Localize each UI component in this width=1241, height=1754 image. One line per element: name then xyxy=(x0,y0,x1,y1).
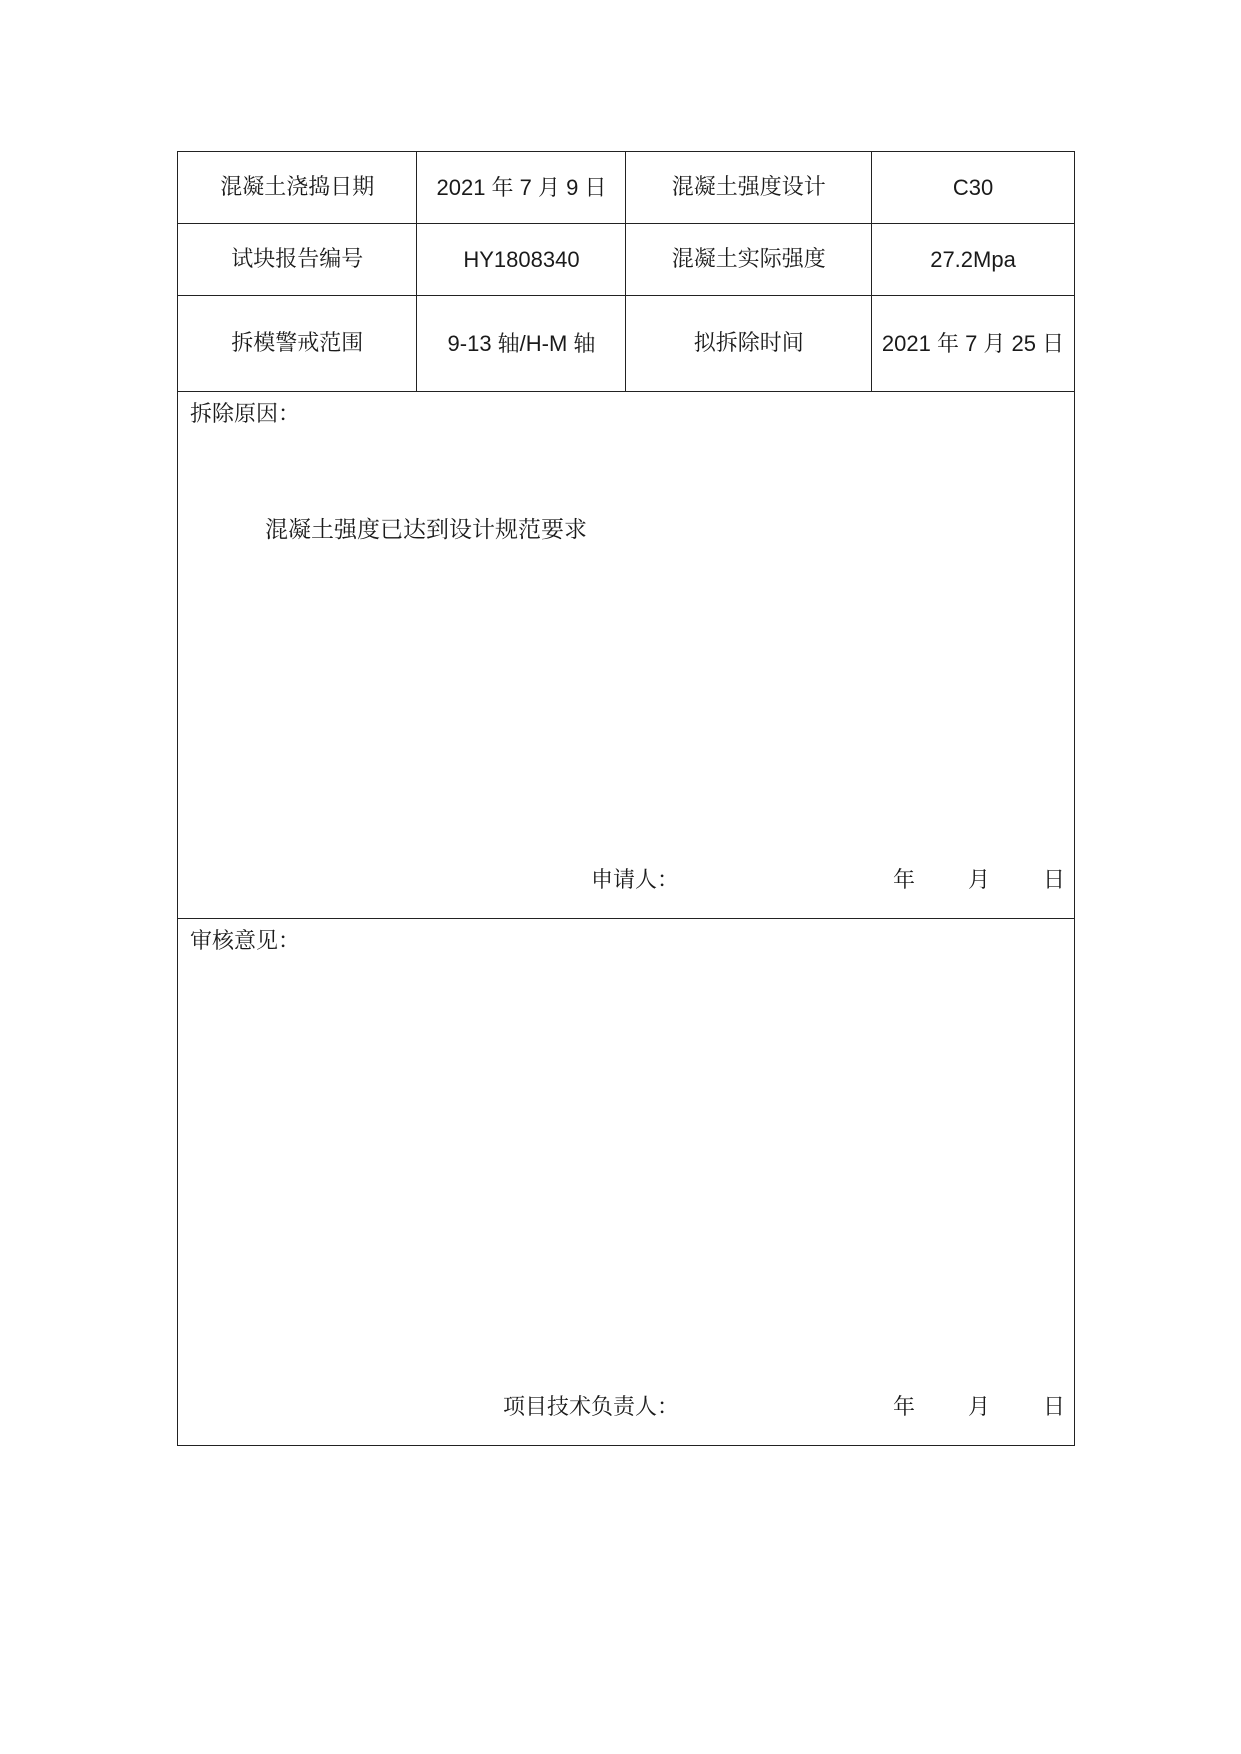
reason-date-day: 日 xyxy=(1043,868,1066,893)
actual-strength-label: 混凝土实际强度 xyxy=(626,224,872,296)
review-block xyxy=(178,919,1075,1446)
planned-time-text: 2021 年 7 月 25 日 xyxy=(881,331,1065,356)
design-strength-label: 混凝土强度设计 xyxy=(626,152,872,224)
reason-date-month: 月 xyxy=(968,868,991,893)
review-date-year: 年 xyxy=(893,1395,916,1420)
form-row-reason xyxy=(178,392,1075,919)
form-row-warning-range xyxy=(178,296,1075,392)
pour-date-label: 混凝土浇捣日期 xyxy=(178,152,417,224)
planned-time-value xyxy=(872,296,1075,392)
review-sign-line xyxy=(178,1391,1074,1425)
warning-range-value: 9-13 轴/H-M 轴 xyxy=(417,296,626,392)
review-heading: 审核意见： xyxy=(190,929,301,954)
report-no-label: 试块报告编号 xyxy=(178,224,417,296)
form-row-pour-date xyxy=(178,152,1075,224)
warning-range-label: 拆模警戒范围 xyxy=(178,296,417,392)
reason-date-year: 年 xyxy=(893,868,916,893)
formwork-removal-form-table xyxy=(177,151,1075,1446)
reason-sign-line xyxy=(178,864,1074,898)
planned-time-label: 拟拆除时间 xyxy=(626,296,872,392)
tech-lead-label: 项目技术负责人： xyxy=(502,1395,679,1420)
form-row-report-no xyxy=(178,224,1075,296)
review-date-month: 月 xyxy=(968,1395,991,1420)
design-strength-value: C30 xyxy=(872,152,1075,224)
reason-content: 混凝土强度已达到设计规范要求 xyxy=(265,517,587,543)
reason-block xyxy=(178,392,1075,919)
reason-heading: 拆除原因： xyxy=(190,402,301,427)
actual-strength-value: 27.2Mpa xyxy=(872,224,1075,296)
pour-date-value: 2021 年 7 月 9 日 xyxy=(417,152,626,224)
report-no-value: HY1808340 xyxy=(417,224,626,296)
form-row-review xyxy=(178,919,1075,1446)
review-date-day: 日 xyxy=(1043,1395,1066,1420)
applicant-label: 申请人： xyxy=(590,868,679,893)
